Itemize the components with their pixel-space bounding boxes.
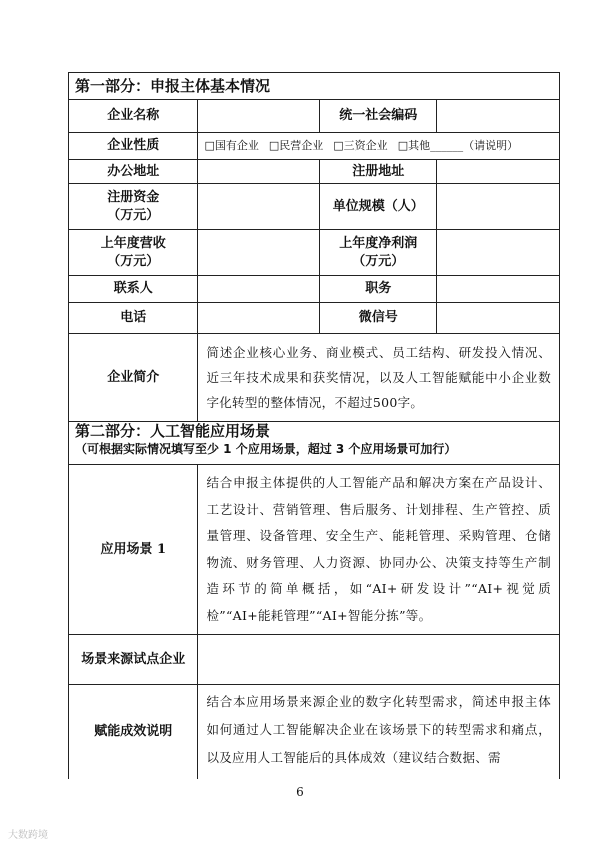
registered-capital-text: 注册资金 (107, 189, 160, 205)
unit-scale-label: 单位规模（人） (320, 184, 438, 229)
company-nature-options (198, 133, 559, 159)
credit-code-label: 统一社会编码 (320, 100, 438, 132)
nature-option-state-owned[interactable]: □国有企业 (204, 139, 259, 152)
company-name-value[interactable] (198, 100, 320, 132)
page-number: 6 (296, 785, 304, 799)
phone-row (68, 303, 560, 334)
last-year-profit-text: 上年度净利润 (339, 235, 418, 251)
nature-option-foreign[interactable]: □三资企业 (333, 139, 388, 152)
pilot-row (68, 635, 560, 685)
last-year-revenue-value[interactable] (198, 230, 320, 275)
profile-row (68, 334, 560, 422)
wechat-value[interactable] (437, 303, 559, 333)
application-form-table (68, 72, 560, 779)
office-address-label: 办公地址 (69, 160, 198, 183)
last-year-profit-label (320, 230, 438, 275)
address-row (68, 160, 560, 184)
unit-scale-value[interactable] (437, 184, 559, 229)
contact-row (68, 276, 560, 303)
company-name-row (68, 100, 560, 133)
capital-row (68, 184, 560, 230)
scenario-label: 应用场景 1 (69, 465, 198, 634)
section1-title: 第一部分：申报主体基本情况 (75, 77, 271, 95)
section2-title: 第二部分：人工智能应用场景 (75, 422, 271, 440)
last-year-revenue-label (69, 230, 198, 275)
watermark: 大数跨境 (8, 830, 48, 841)
effect-description[interactable]: 结合本应用场景来源企业的数字化转型需求，简述申报主体如何通过人工智能解决企业在该场景下的转型需求和痛点，以及应用人工智能后的具体成效（建议结合数据、需 (206, 694, 551, 765)
profile-label: 企业简介 (69, 334, 198, 421)
section2-header-row (68, 422, 560, 465)
phone-label: 电话 (69, 303, 198, 333)
pilot-label: 场景来源试点企业 (69, 635, 198, 684)
contact-label: 联系人 (69, 276, 198, 302)
company-nature-row (68, 133, 560, 160)
scenario-row (68, 465, 560, 635)
contact-value[interactable] (198, 276, 320, 302)
section2-header (69, 422, 559, 464)
position-label: 职务 (320, 276, 438, 302)
credit-code-value[interactable] (437, 100, 559, 132)
nature-option-other[interactable]: □其他______（请说明） (397, 139, 519, 152)
position-value[interactable] (437, 276, 559, 302)
nature-option-private[interactable]: □民营企业 (268, 139, 324, 152)
section1-header-row (68, 72, 560, 100)
company-nature-label: 企业性质 (69, 133, 198, 159)
office-address-value[interactable] (198, 160, 320, 183)
company-name-label: 企业名称 (69, 100, 198, 132)
phone-value[interactable] (198, 303, 320, 333)
last-year-profit-unit: （万元） (352, 253, 405, 269)
effect-label: 赋能成效说明 (69, 685, 198, 779)
last-year-revenue-unit: （万元） (107, 253, 160, 269)
registered-capital-value[interactable] (198, 184, 320, 229)
wechat-label: 微信号 (320, 303, 438, 333)
profile-description[interactable]: 简述企业核心业务、商业模式、员工结构、研发投入情况、近三年技术成果和获奖情况，以及人工智能赋能中小企业数字化转型的整体情况，不超过500字。 (206, 345, 551, 410)
last-year-revenue-text: 上年度营收 (100, 235, 166, 251)
registered-address-value[interactable] (437, 160, 559, 183)
scenario-description[interactable]: 结合申报主体提供的人工智能产品和解决方案在产品设计、工艺设计、营销管理、售后服务、计划排程、生产管控、质量管理、设备管理、安全生产、能耗管理、采购管理、仓储物流、财务管理、人力资源、协同办公、决策支持等生产制造环节的简单概括，如“AI+研发设计”“AI+视觉质检”“AI+能耗管理”“AI+智能分拣”等。 (206, 475, 551, 623)
registered-address-label: 注册地址 (320, 160, 438, 183)
effect-row (68, 685, 560, 779)
registered-capital-unit: （万元） (107, 207, 160, 223)
registered-capital-label (69, 184, 198, 229)
section2-note: （可根据实际情况填写至少 1 个应用场景，超过 3 个应用场景可加行） (75, 442, 457, 456)
pilot-value[interactable] (198, 635, 559, 684)
last-year-profit-value[interactable] (437, 230, 559, 275)
revenue-row (68, 230, 560, 276)
